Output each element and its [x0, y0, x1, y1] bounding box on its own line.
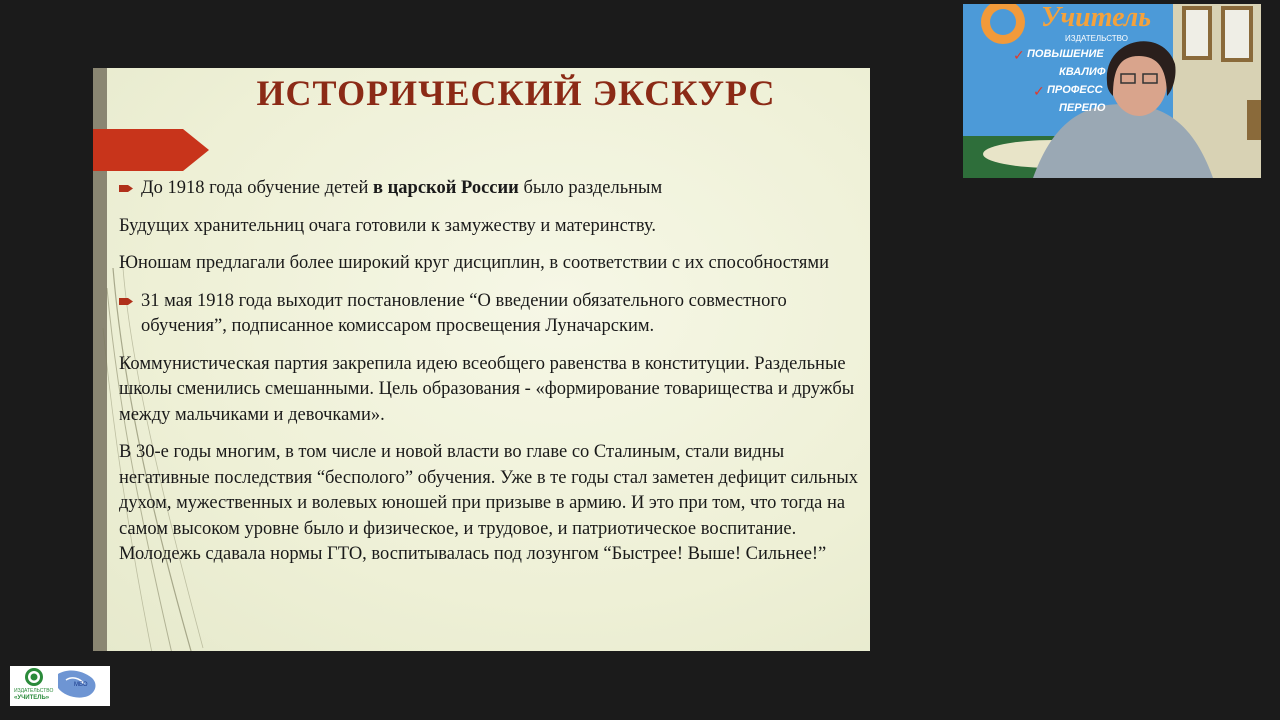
banner-check-icon: ✓	[1013, 48, 1025, 64]
paragraph: Будущих хранительниц очага готовили к замужеству и материнству.	[119, 215, 656, 236]
banner-line: ПОВЫШЕНИЕ	[1027, 48, 1104, 60]
presentation-slide	[93, 68, 870, 651]
slide-content	[119, 176, 864, 580]
logo-badge: МБО	[74, 682, 88, 688]
arrow-bullet-icon	[119, 176, 141, 202]
banner-check-icon: ✓	[1033, 84, 1045, 100]
bullet-item	[119, 289, 864, 340]
banner-line: ПРОФЕСС	[1047, 84, 1103, 96]
bullet-text	[141, 176, 662, 202]
logo-text-line2: «УЧИТЕЛЬ»	[14, 695, 50, 701]
publisher-logo	[10, 666, 110, 706]
banner-line: ПЕРЕПО	[1059, 102, 1106, 114]
slide-title: ИСТОРИЧЕСКИЙ ЭКСКУРС	[256, 73, 776, 113]
bullet-text: 31 мая 1918 года выходит постановление “О введении обязательного совместного обучения”, подписанное комиссаром просвещения Луначарским.	[141, 290, 787, 336]
webcam-video	[963, 4, 1261, 178]
paragraph: Юношам предлагали более широкий круг дисциплин, в соответствии с их способностями	[119, 253, 829, 273]
bullet-text-start: До 1918 года обучение детей	[141, 178, 374, 198]
banner-line: КВАЛИФ	[1059, 66, 1106, 78]
paragraph: Коммунистическая партия закрепила идею всеобщего равенства в конституции. Раздельные школы сменились смешанными. Цель образования - «формирование товарищества и дружбы между мальчиками и девочками».	[119, 353, 855, 425]
bullet-item	[119, 176, 864, 202]
red-arrow-shape	[93, 129, 209, 171]
bullet-text-bold: в царской России	[373, 178, 519, 198]
arrow-bullet-icon	[119, 289, 141, 340]
banner-subtitle: ИЗДАТЕЛЬСТВО	[1065, 34, 1128, 43]
logo-text-line1: ИЗДАТЕЛЬСТВО	[14, 688, 54, 694]
bullet-text-end: было раздельным	[518, 178, 663, 198]
banner-title: Учитель	[1041, 4, 1152, 33]
paragraph: В 30-е годы многим, в том числе и новой власти во главе со Сталиным, стали видны негативные последствия “бесполого” обучения. Уже в те годы стал заметен дефицит сильных духом, мужественных и волевых юношей при призыве в армию. И это при том, что тогда на самом высоком уровне было и физическое, и трудовое, и патриотическое воспитание. Молодежь сдавала нормы ГТО, воспитывалась под лозунгом “Быстрее! Выше! Сильнее!”	[119, 442, 859, 564]
